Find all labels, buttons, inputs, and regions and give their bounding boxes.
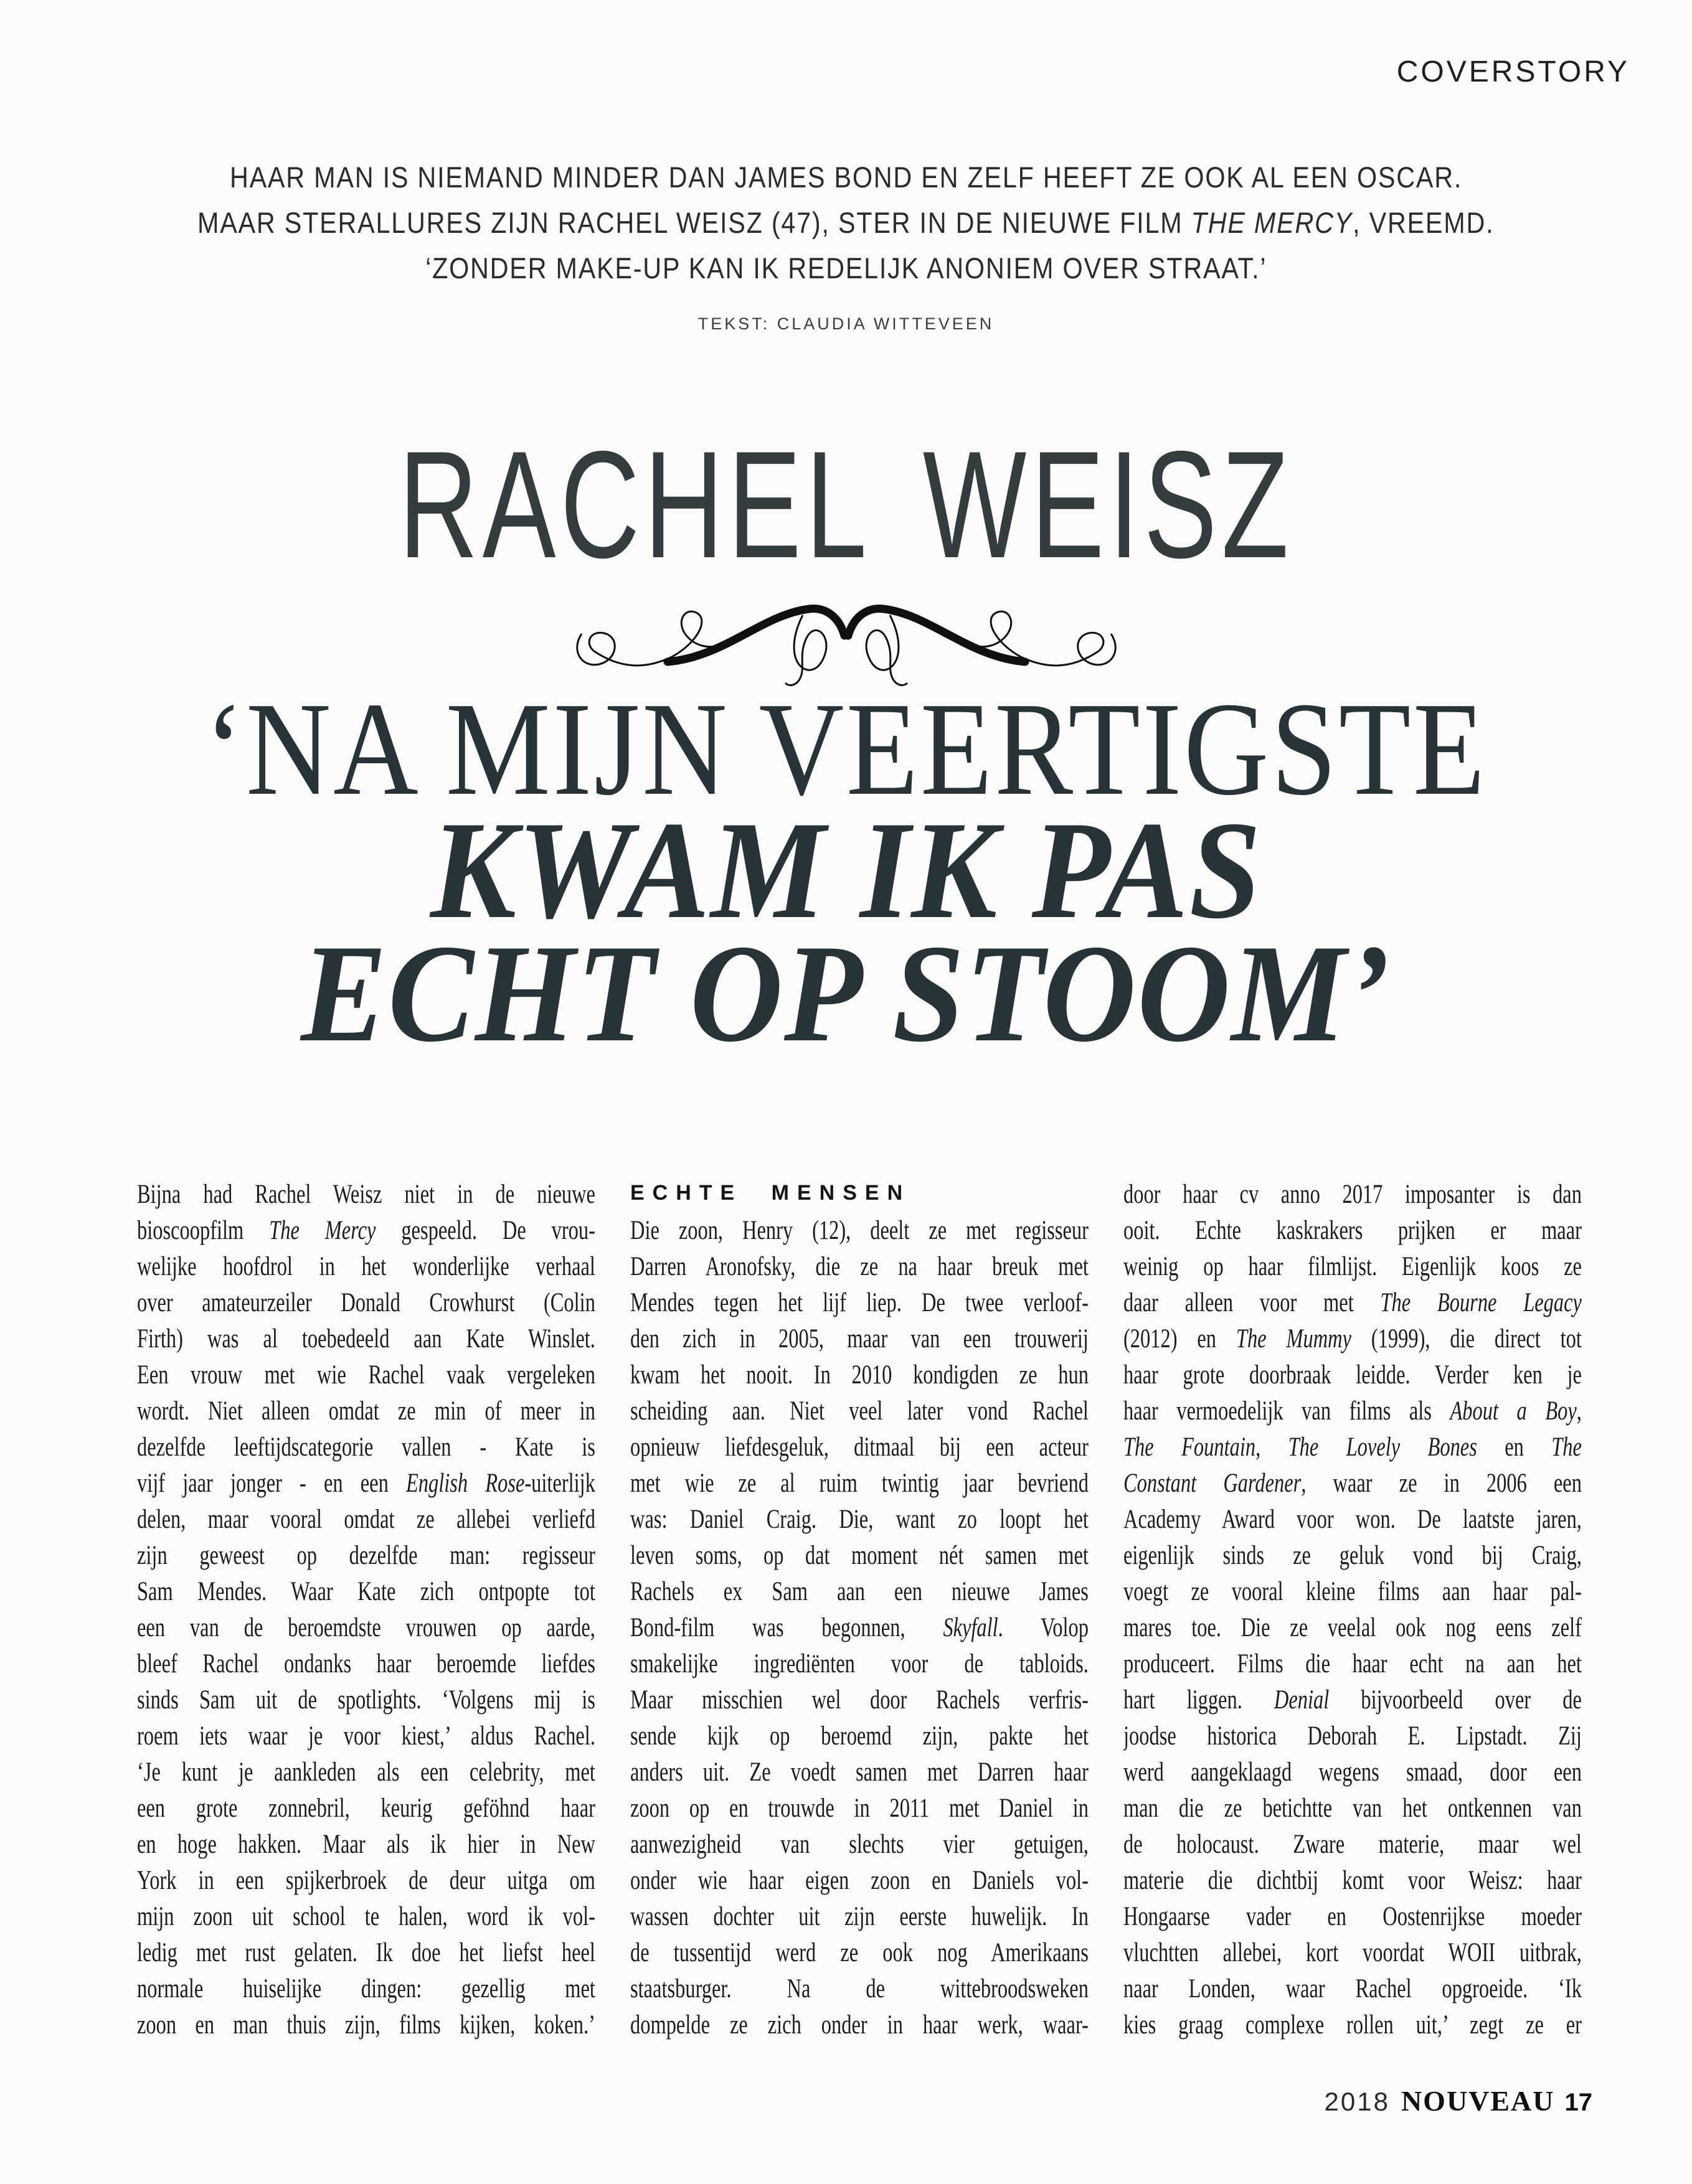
text-line: normale huiselijke dingen: gezellig met — [137, 1974, 595, 2003]
text-line: werd aangeklaagd wegens smaad, door een — [1123, 1758, 1582, 1787]
text-line: smakelijke ingrediënten voor de tabloids. — [630, 1649, 1089, 1678]
page-title — [0, 419, 1692, 590]
text-line: Firth) was al toebedeeld aan Kate Winslet. — [137, 1324, 595, 1353]
text-line: onder wie haar eigen zoon en Daniels vol- — [630, 1866, 1089, 1895]
text-line: de holocaust. Zware materie, maar wel — [1123, 1830, 1582, 1859]
text-line: door haar cv anno 2017 imposanter is dan — [1123, 1180, 1582, 1209]
article-column-1 — [137, 1177, 595, 2043]
pull-quote-text-2: KWAM IK PAS — [430, 792, 1262, 948]
text-line: dompelde ze zich onder in haar werk, waar- — [630, 2010, 1089, 2040]
article-column-3 — [1123, 1177, 1582, 2043]
page-footer — [1325, 2084, 1593, 2117]
article-column-2 — [630, 1177, 1089, 2043]
intro-line: MAAR STERALLURES ZIJN RACHEL WEISZ (47), STER IN DE NIEUWE FILM THE MERCY, VREEMD. — [197, 206, 1495, 239]
text-line: opnieuw liefdesgeluk, ditmaal bij een acteur — [630, 1433, 1089, 1462]
text-line: vijf jaar jonger - en een English Rose-uiterlijk — [137, 1469, 595, 1498]
text-line: Sam Mendes. Waar Kate zich ontpopte tot — [137, 1577, 595, 1606]
text-line: Hongaarse vader en Oostenrijkse moeder — [1123, 1902, 1582, 1931]
text-line: anders uit. Ze voedt samen met Darren haar — [630, 1758, 1089, 1787]
text-line: vluchtten allebei, kort voordat WOII uitbrak, — [1123, 1938, 1582, 1967]
text-line: hart liggen. Denial bijvoorbeeld over de — [1123, 1685, 1582, 1715]
text-line: Mendes tegen het lijf liep. De twee verloof- — [630, 1288, 1089, 1317]
text-line: bleef Rachel ondanks haar beroemde liefdes — [137, 1649, 595, 1678]
text-line: wassen dochter uit zijn eerste huwelijk. In — [630, 1902, 1089, 1931]
text-line: (2012) en The Mummy (1999), die direct tot — [1123, 1324, 1582, 1353]
text-line: voegt ze vooral kleine films aan haar pal- — [1123, 1577, 1582, 1606]
text-line: weinig op haar filmlijst. Eigenlijk koos ze — [1123, 1252, 1582, 1281]
article-body — [137, 1177, 1582, 2043]
text-line: delen, maar vooral omdat ze allebei verliefd — [137, 1505, 595, 1534]
text-line: kies graag complexe rollen uit,’ zegt ze er — [1123, 2010, 1582, 2040]
text-line: scheiding aan. Niet veel later vond Rachel — [630, 1396, 1089, 1426]
text-line: dezelfde leeftijdscategorie vallen - Kate is — [137, 1433, 595, 1462]
text-line: sinds Sam uit de spotlights. ‘Volgens mij is — [137, 1685, 595, 1715]
text-line: roem iets waar je voor kiest,’ aldus Rachel. — [137, 1721, 595, 1751]
text-line: aanwezigheid van slechts vier getuigen, — [630, 1830, 1089, 1859]
text-line: Bond-film was begonnen, Skyfall. Volop — [630, 1613, 1089, 1642]
text-line: Rachels ex Sam aan een nieuwe James — [630, 1577, 1089, 1606]
text-line: ‘Je kunt je aankleden als een celebrity, met — [137, 1758, 595, 1787]
intro-line: HAAR MAN IS NIEMAND MINDER DAN JAMES BOND EN ZELF HEEFT ZE OOK AL EEN OSCAR. — [229, 161, 1463, 194]
footer-year: 2018 — [1324, 2087, 1390, 2116]
text-line: bioscoopfilm The Mercy gespeeld. De vrou- — [137, 1216, 595, 1245]
text-line: Darren Aronofsky, die ze na haar breuk met — [630, 1252, 1089, 1281]
text-line: mares toe. Die ze veelal ook nog eens zelf — [1123, 1613, 1582, 1642]
text-line: den zich in 2005, maar van een trouwerij — [630, 1324, 1089, 1353]
text-line: joodse historica Deborah E. Lipstadt. Zij — [1123, 1721, 1582, 1751]
author-credit: TEKST: CLAUDIA WITTEVEEN — [697, 314, 995, 333]
text-line: Bijna had Rachel Weisz niet in de nieuwe — [137, 1180, 595, 1209]
text-line: ledig met rust gelaten. Ik doe het liefst heel — [137, 1938, 595, 1967]
text-line: met wie ze al ruim twintig jaar bevriend — [630, 1469, 1089, 1498]
text-line: sende kijk op beroemd zijn, pakte het — [630, 1721, 1089, 1751]
text-line: kwam het nooit. In 2010 kondigden ze hun — [630, 1360, 1089, 1390]
intro-line: ‘ZONDER MAKE-UP KAN IK REDELIJK ANONIEM OVER STRAAT.’ — [425, 252, 1267, 285]
text-line: naar Londen, waar Rachel opgroeide. ‘Ik — [1123, 1974, 1582, 2003]
text-line: Die zoon, Henry (12), deelt ze met regisseur — [630, 1216, 1089, 1245]
intro-block — [0, 154, 1692, 291]
text-line: over amateurzeiler Donald Crowhurst (Colin — [137, 1288, 595, 1317]
text-line: haar vermoedelijk van films als About a Boy, — [1123, 1396, 1582, 1426]
text-line: welijke hoofdrol in het wonderlijke verhaal — [137, 1252, 595, 1281]
text-line: haar grote doorbraak leidde. Verder ken je — [1123, 1360, 1582, 1390]
text-line: mijn zoon uit school te halen, word ik vol- — [137, 1902, 595, 1931]
text-line: Academy Award voor won. De laatste jaren, — [1123, 1505, 1582, 1534]
magazine-name: NOUVEAU — [1401, 2085, 1555, 2117]
text-line: Constant Gardener, waar ze in 2006 een — [1123, 1469, 1582, 1498]
pull-quote-text-3: ECHT OP STOOM’ — [301, 915, 1391, 1071]
text-line: Een vrouw met wie Rachel vaak vergeleken — [137, 1360, 595, 1390]
section-heading: ECHTE MENSEN — [630, 1181, 911, 1205]
text-line: daar alleen voor met The Bourne Legacy — [1123, 1288, 1582, 1317]
text-line: zoon op en trouwde in 2011 met Daniel in — [630, 1794, 1089, 1823]
text-line: een grote zonnebril, keurig geföhnd haar — [137, 1794, 595, 1823]
page-number: 17 — [1564, 2089, 1592, 2116]
pull-quote-line-3 — [0, 915, 1692, 1071]
text-line: produceert. Films die haar echt na aan het — [1123, 1649, 1582, 1678]
text-line: zoon en man thuis zijn, films kijken, koken.’ — [137, 2010, 595, 2040]
text-line: een van de beroemdste vrouwen op aarde, — [137, 1613, 595, 1642]
text-line: de tussentijd werd ze ook nog Amerikaans — [630, 1938, 1089, 1967]
text-line: man die ze betichtte van het ontkennen van — [1123, 1794, 1582, 1823]
text-line: The Fountain, The Lovely Bones en The — [1123, 1433, 1582, 1462]
page-title-text: RACHEL WEISZ — [399, 419, 1293, 590]
text-line: ooit. Echte kaskrakers prijken er maar — [1123, 1216, 1582, 1245]
text-line: en hoge hakken. Maar als ik hier in New — [137, 1830, 595, 1859]
text-line: staatsburger. Na de wittebroodsweken — [630, 1974, 1089, 2003]
text-line: leven soms, op dat moment nét samen met — [630, 1541, 1089, 1570]
text-line: York in een spijkerbroek de deur uitga om — [137, 1866, 595, 1895]
text-line: zijn geweest op dezelfde man: regisseur — [137, 1541, 595, 1570]
text-line: wordt. Niet alleen omdat ze min of meer in — [137, 1396, 595, 1426]
text-line: materie die dichtbij komt voor Weisz: haar — [1123, 1866, 1582, 1895]
text-line: was: Daniel Craig. Die, want zo loopt het — [630, 1505, 1089, 1534]
pull-quote-text-1: ‘NA MIJN VEERTIGSTE — [204, 674, 1488, 823]
section-label: COVERSTORY — [1396, 55, 1630, 88]
text-line: Maar misschien wel door Rachels verfris- — [630, 1685, 1089, 1715]
text-line: eigenlijk sinds ze geluk vond bij Craig, — [1123, 1541, 1582, 1570]
